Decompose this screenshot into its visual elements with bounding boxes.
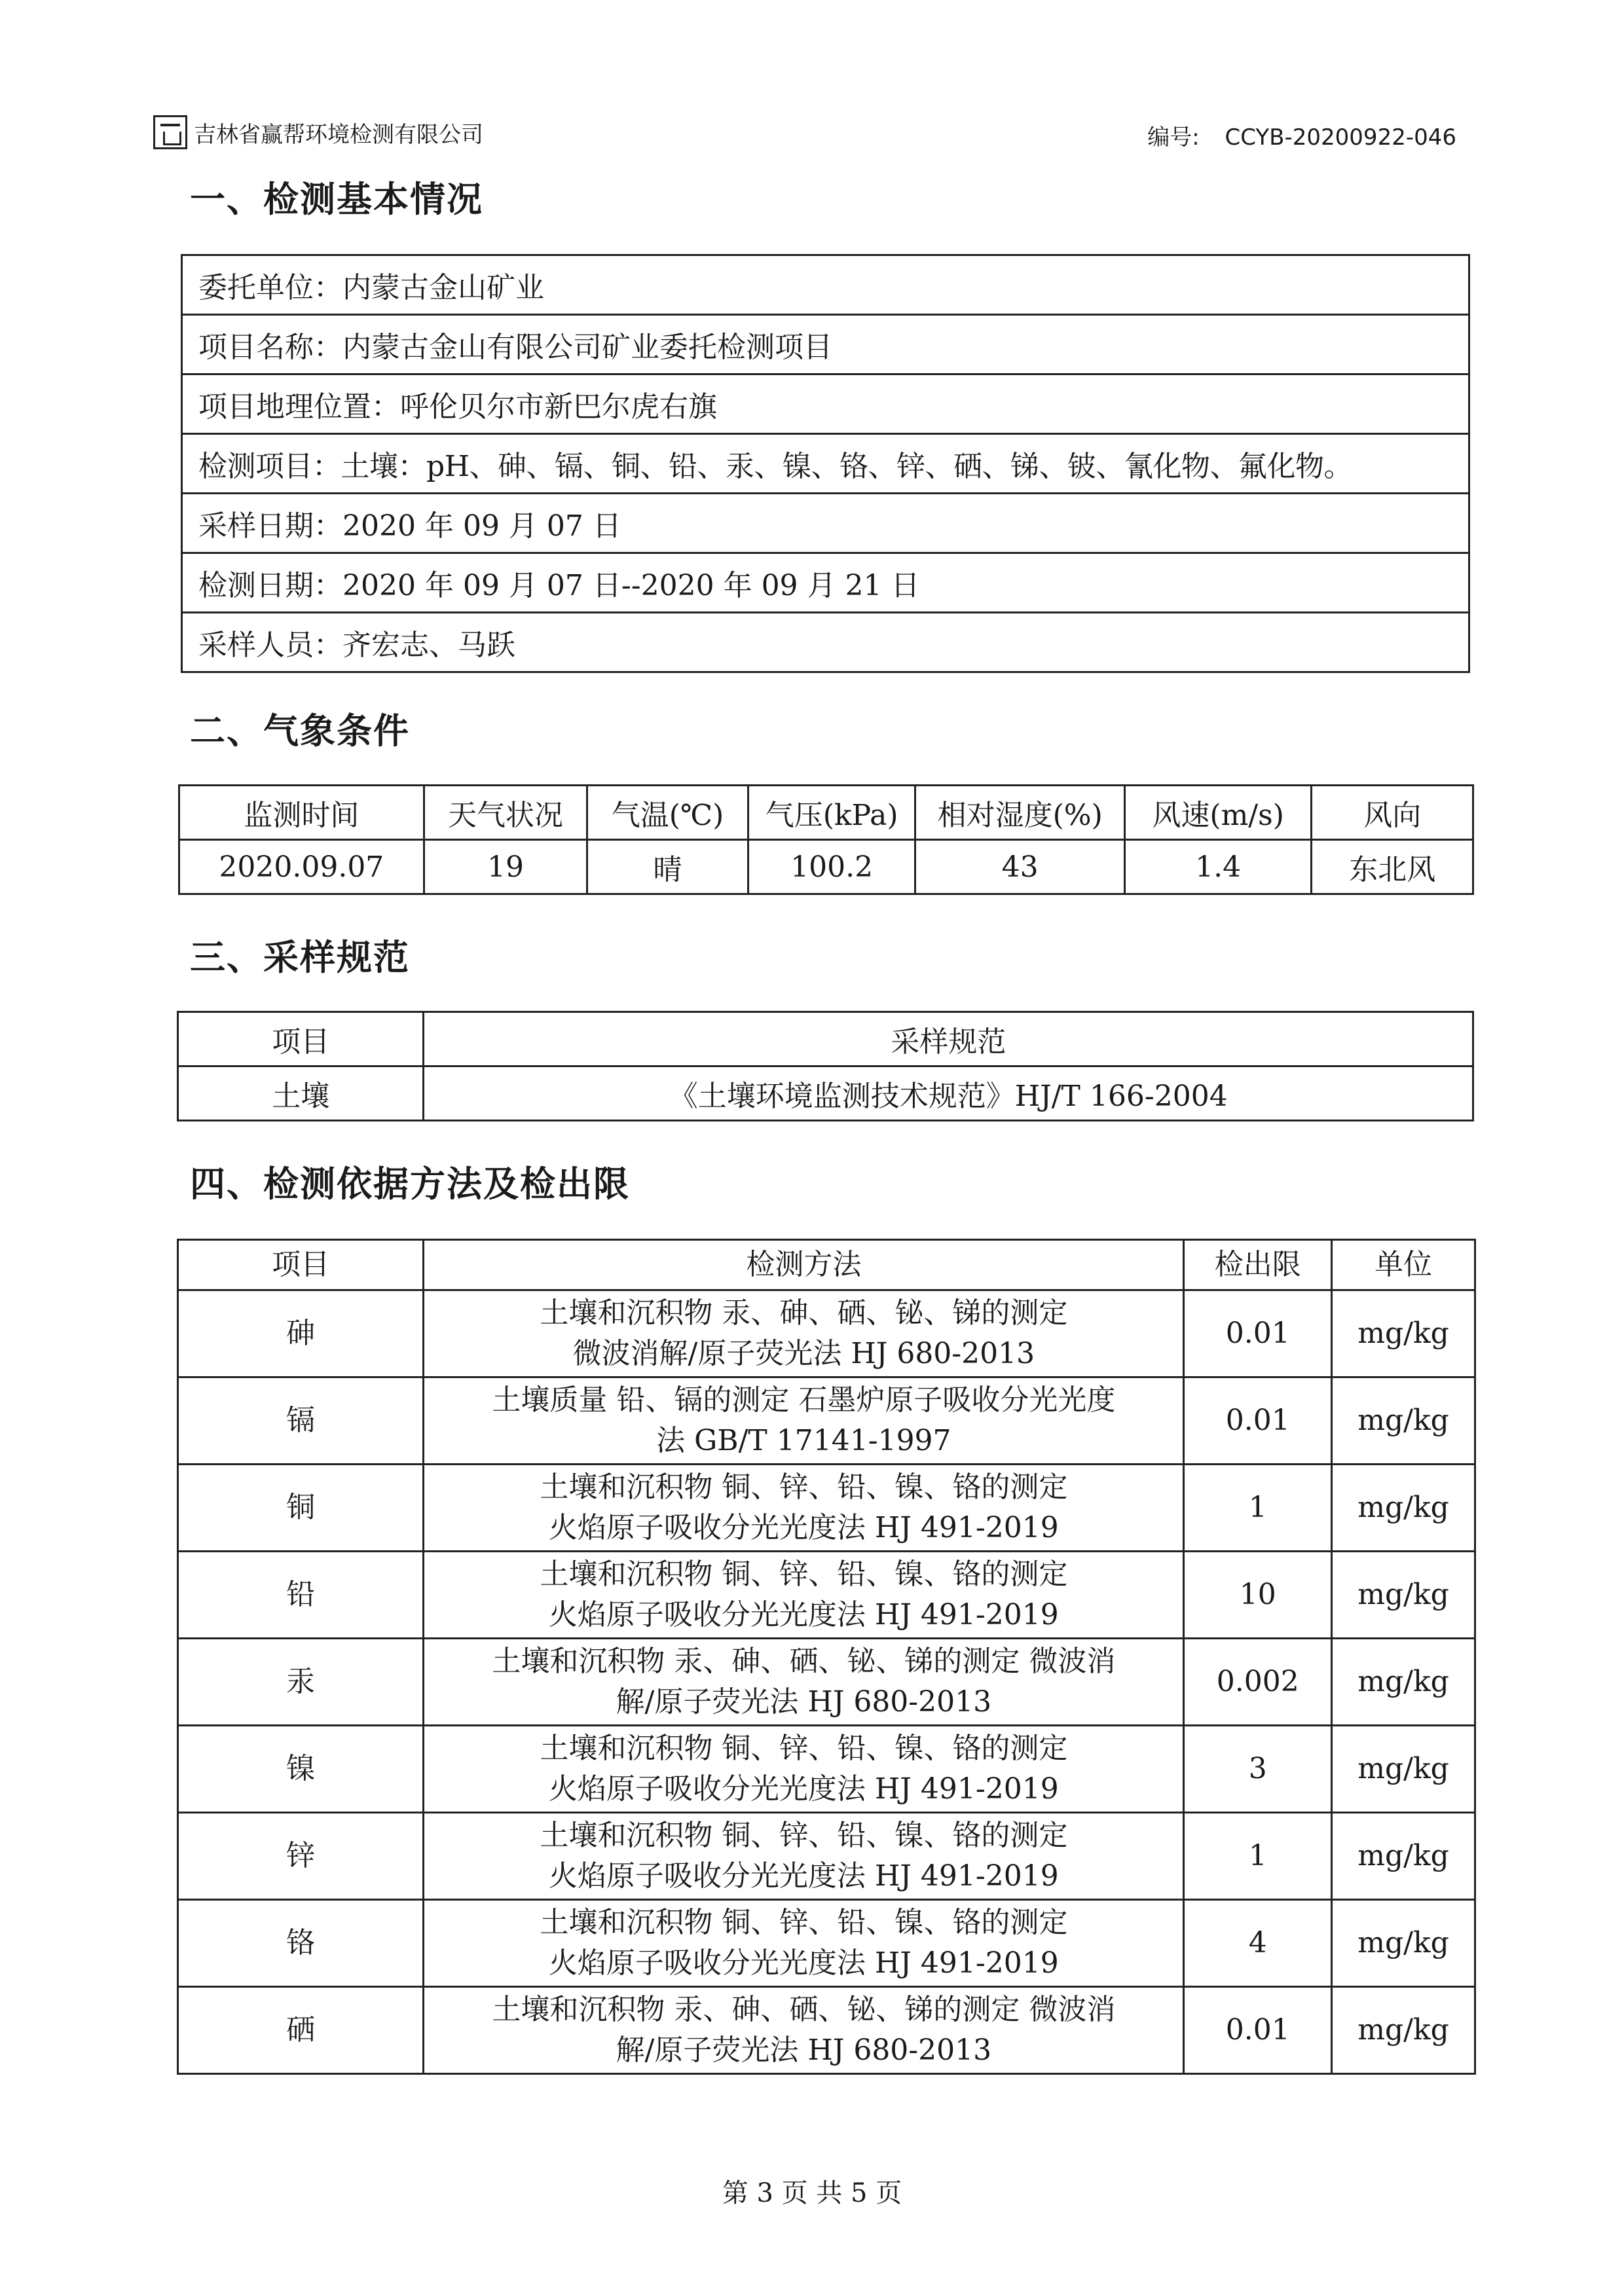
weather-header: 气温(℃): [587, 786, 748, 840]
method-header: 项目: [178, 1240, 424, 1290]
info-row-test-date: 检测日期：2020 年 09 月 07 日--2020 年 09 月 21 日: [182, 553, 1469, 613]
report-code-value: CCYB-20200922-046: [1225, 124, 1456, 151]
weather-cell: 东北风: [1312, 840, 1473, 894]
method-unit: mg/kg: [1332, 1465, 1475, 1552]
method-line: 火焰原子吸收分光光度法 HJ 491-2019: [548, 1511, 1059, 1544]
method-item: 硒: [178, 1987, 424, 2074]
company-header: [153, 115, 483, 149]
method-unit: mg/kg: [1332, 1813, 1475, 1900]
weather-cell: 2020.09.07: [179, 840, 424, 894]
section1-title: 一、检测基本情况: [190, 179, 483, 220]
method-text: [424, 1987, 1184, 2074]
method-unit: mg/kg: [1332, 1639, 1475, 1726]
table-row: [178, 1900, 1475, 1987]
page-number: 第 3 页 共 5 页: [722, 2178, 902, 2208]
spec-cell: 《土壤环境监测技术规范》HJ/T 166-2004: [424, 1066, 1473, 1121]
method-unit: mg/kg: [1332, 1726, 1475, 1813]
method-text: [424, 1465, 1184, 1552]
info-row-samplers: 采样人员：齐宏志、马跃: [182, 613, 1469, 672]
method-text: [424, 1726, 1184, 1813]
method-text: [424, 1900, 1184, 1987]
table-row: [178, 1813, 1475, 1900]
method-unit: mg/kg: [1332, 1987, 1475, 2074]
section3-title: 三、采样规范: [190, 937, 410, 978]
method-header: 检出限: [1184, 1240, 1332, 1290]
method-line: 土壤和沉积物 铜、锌、铅、镍、铬的测定: [540, 1558, 1068, 1591]
method-line: 火焰原子吸收分光光度法 HJ 491-2019: [548, 1859, 1059, 1893]
method-item: 镉: [178, 1377, 424, 1465]
method-limit: 4: [1184, 1900, 1332, 1987]
method-line: 土壤和沉积物 铜、锌、铅、镍、铬的测定: [540, 1470, 1068, 1504]
method-limit: 0.01: [1184, 1377, 1332, 1465]
method-line: 土壤和沉积物 铜、锌、铅、镍、铬的测定: [540, 1906, 1068, 1939]
report-code: [1147, 119, 1456, 151]
method-text: [424, 1552, 1184, 1639]
table-row: [178, 1987, 1475, 2074]
method-line: 土壤和沉积物 铜、锌、铅、镍、铬的测定: [540, 1819, 1068, 1852]
info-row-client: 委托单位：内蒙古金山矿业: [182, 255, 1469, 315]
weather-header: 天气状况: [424, 786, 587, 840]
weather-header: 风速(m/s): [1124, 786, 1312, 840]
method-limit: 0.01: [1184, 1987, 1332, 2074]
method-line: 土壤和沉积物 汞、砷、硒、铋、锑的测定 微波消: [492, 1993, 1116, 2026]
method-limit: 1: [1184, 1813, 1332, 1900]
method-item: 镍: [178, 1726, 424, 1813]
weather-cell: 1.4: [1124, 840, 1312, 894]
method-limit: 1: [1184, 1465, 1332, 1552]
method-unit: mg/kg: [1332, 1377, 1475, 1465]
table-row: [178, 1726, 1475, 1813]
method-line: 法 GB/T 17141-1997: [656, 1424, 951, 1457]
info-row-items: 检测项目：土壤：pH、砷、镉、铜、铅、汞、镍、铬、锌、硒、锑、铍、氰化物、氟化物。: [182, 434, 1469, 494]
spec-cell: 土壤: [178, 1066, 424, 1121]
weather-header: 风向: [1312, 786, 1473, 840]
basic-info-table: [181, 254, 1470, 673]
table-row: [178, 1290, 1475, 1377]
weather-cell: 100.2: [748, 840, 915, 894]
method-line: 火焰原子吸收分光光度法 HJ 491-2019: [548, 1772, 1059, 1806]
method-unit: mg/kg: [1332, 1290, 1475, 1377]
method-table: [177, 1239, 1476, 2075]
method-item: 铬: [178, 1900, 424, 1987]
weather-header: 相对湿度(%): [915, 786, 1124, 840]
table-row: [178, 1377, 1475, 1465]
method-limit: 0.01: [1184, 1290, 1332, 1377]
method-line: 土壤和沉积物 汞、砷、硒、铋、锑的测定: [540, 1296, 1068, 1330]
sampling-spec-table: [177, 1011, 1474, 1121]
weather-cell: 19: [424, 840, 587, 894]
spec-header: 采样规范: [424, 1012, 1473, 1066]
info-row-location: 项目地理位置：呼伦贝尔市新巴尔虎右旗: [182, 374, 1469, 434]
method-limit: 0.002: [1184, 1639, 1332, 1726]
method-limit: 10: [1184, 1552, 1332, 1639]
method-item: 铜: [178, 1465, 424, 1552]
method-unit: mg/kg: [1332, 1552, 1475, 1639]
weather-header: 监测时间: [179, 786, 424, 840]
spec-header: 项目: [178, 1012, 424, 1066]
info-row-sampling-date: 采样日期：2020 年 09 月 07 日: [182, 494, 1469, 553]
method-line: 土壤质量 铅、镉的测定 石墨炉原子吸收分光光度: [492, 1383, 1116, 1417]
method-line: 土壤和沉积物 铜、锌、铅、镍、铬的测定: [540, 1732, 1068, 1765]
method-item: 汞: [178, 1639, 424, 1726]
method-line: 解/原子荧光法 HJ 680-2013: [616, 1685, 992, 1719]
weather-table: [178, 784, 1474, 895]
method-line: 火焰原子吸收分光光度法 HJ 491-2019: [548, 1946, 1059, 1980]
table-row: [178, 1465, 1475, 1552]
method-line: 火焰原子吸收分光光度法 HJ 491-2019: [548, 1598, 1059, 1631]
table-row: [178, 1639, 1475, 1726]
method-line: 解/原子荧光法 HJ 680-2013: [616, 2033, 992, 2067]
method-line: 微波消解/原子荧光法 HJ 680-2013: [572, 1337, 1035, 1370]
method-limit: 3: [1184, 1726, 1332, 1813]
method-unit: mg/kg: [1332, 1900, 1475, 1987]
table-row: [178, 1552, 1475, 1639]
method-text: [424, 1813, 1184, 1900]
method-text: [424, 1639, 1184, 1726]
method-item: 锌: [178, 1813, 424, 1900]
method-header: 单位: [1332, 1240, 1475, 1290]
method-item: 砷: [178, 1290, 424, 1377]
weather-cell: 43: [915, 840, 1124, 894]
method-text: [424, 1377, 1184, 1465]
info-row-project: 项目名称：内蒙古金山有限公司矿业委托检测项目: [182, 315, 1469, 374]
company-name: 吉林省赢帮环境检测有限公司: [194, 121, 483, 148]
method-text: [424, 1290, 1184, 1377]
section4-title: 四、检测依据方法及检出限: [190, 1163, 630, 1205]
report-code-label: 编号:: [1147, 124, 1200, 151]
method-line: 土壤和沉积物 汞、砷、硒、铋、锑的测定 微波消: [492, 1645, 1116, 1678]
section2-title: 二、气象条件: [190, 710, 410, 752]
method-header: 检测方法: [424, 1240, 1184, 1290]
company-logo-icon: [153, 115, 187, 149]
weather-header: 气压(kPa): [748, 786, 915, 840]
weather-cell: 晴: [587, 840, 748, 894]
method-item: 铅: [178, 1552, 424, 1639]
